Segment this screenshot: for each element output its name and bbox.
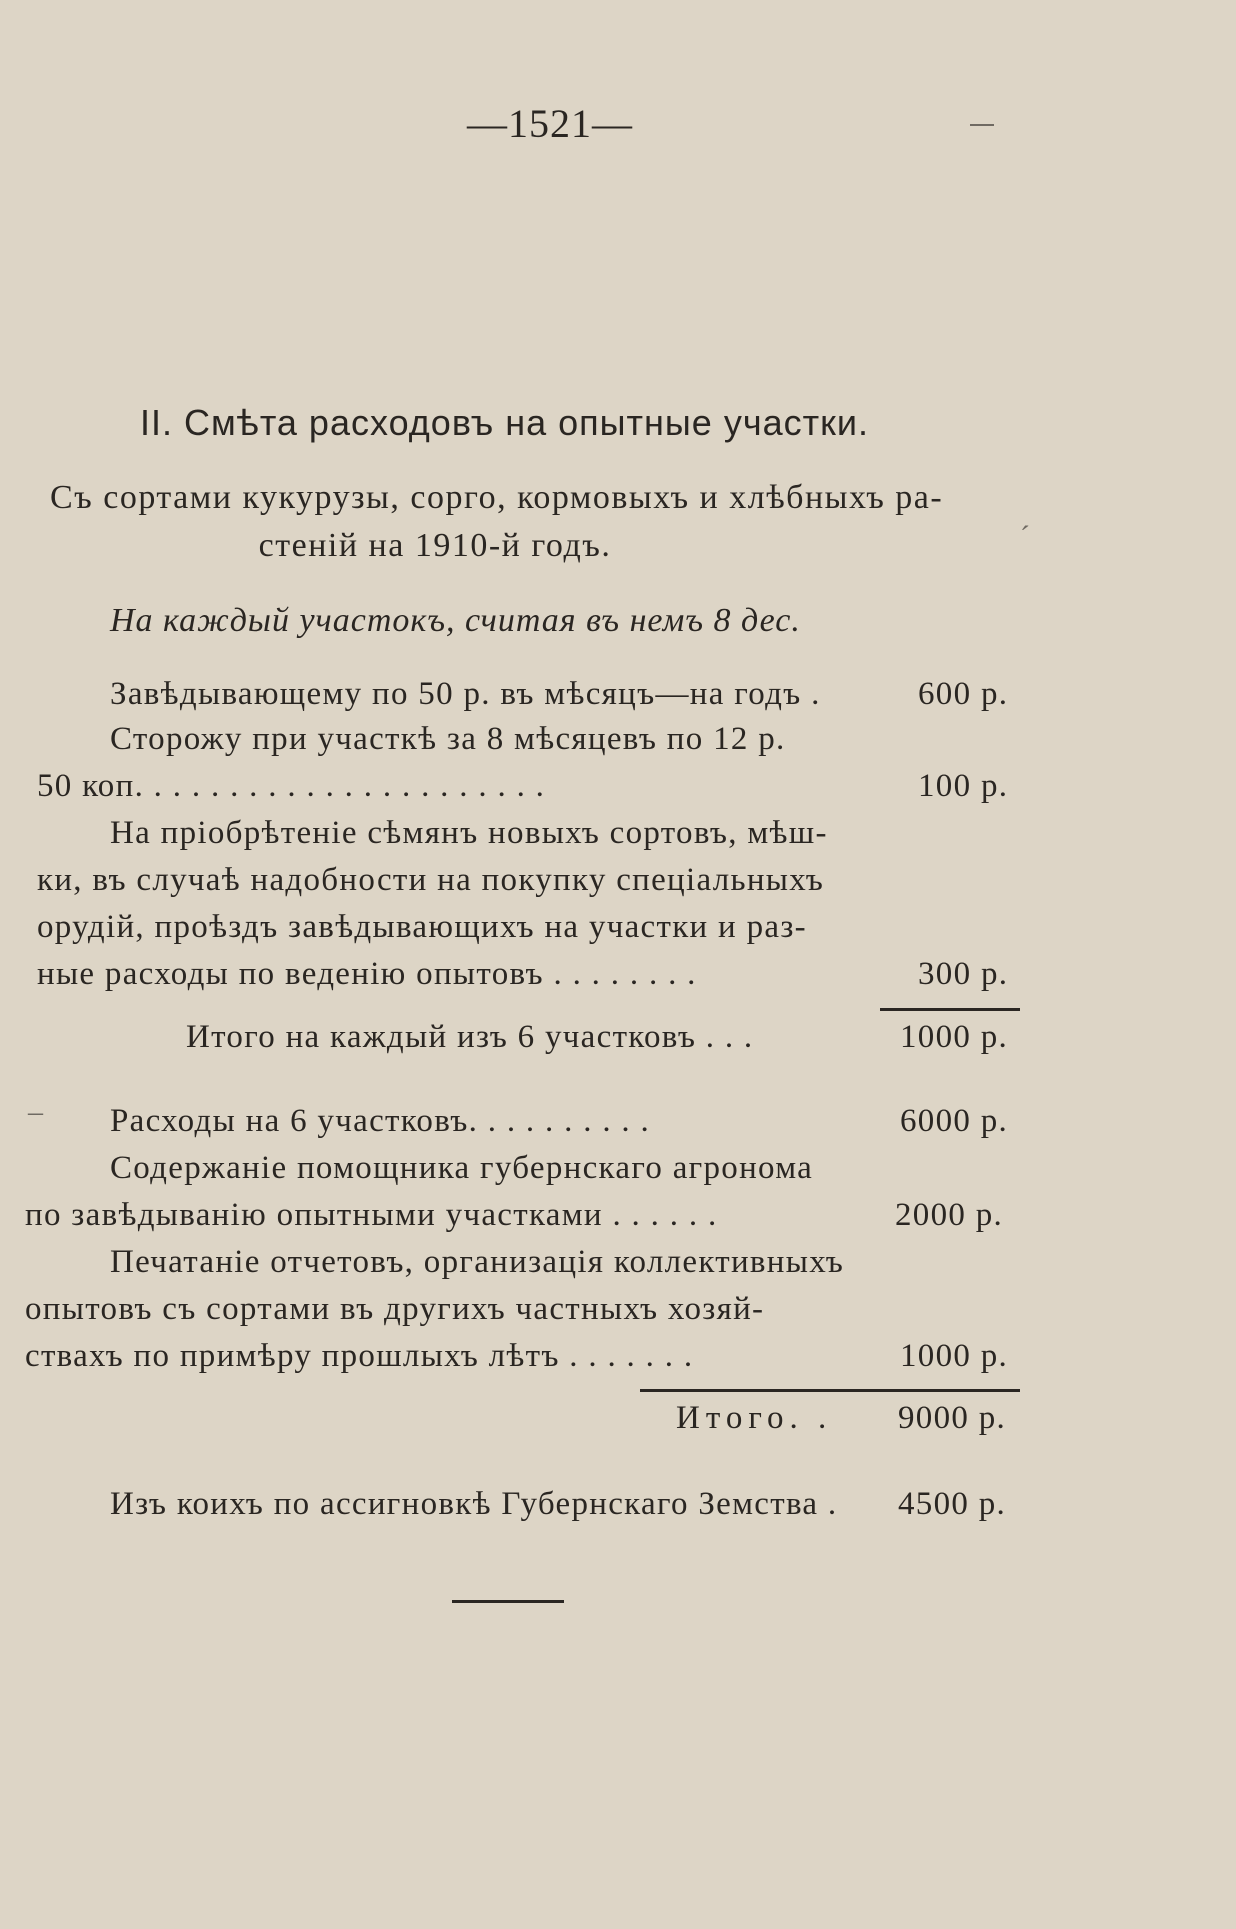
total-amount: 9000 р.: [898, 1400, 1007, 1436]
budget-row-total: [0, 1400, 1236, 1446]
margin-dash: [970, 124, 994, 126]
budget-row-assistant-line2: [0, 1197, 1236, 1243]
item-text: ствахъ по примѣру прошлыхъ лѣтъ . . . . . . .: [25, 1338, 694, 1374]
item-text: Расходы на 6 участковъ. . . . . . . . . .: [110, 1103, 651, 1139]
item-amount: 2000 р.: [895, 1197, 1004, 1233]
sum-rule: [880, 1008, 1020, 1011]
budget-row-seeds-line4: [0, 956, 1236, 1002]
budget-row-manager: [0, 676, 1236, 722]
closing-rule: [452, 1600, 564, 1603]
budget-row-six-plots: [0, 1103, 1236, 1149]
item-amount: 6000 р.: [900, 1103, 1009, 1139]
page-number: —1521—: [467, 101, 633, 146]
item-text: На пріобрѣтеніе сѣмянъ новыхъ сортовъ, мѣш-: [110, 815, 828, 851]
item-amount: 600 р.: [918, 676, 1009, 712]
budget-row-printing-line3: [0, 1338, 1236, 1384]
item-text: опытовъ съ сортами въ другихъ частныхъ хозяй-: [25, 1291, 765, 1327]
section-title: II. Смѣта расходовъ на опытные участки.: [140, 402, 869, 443]
total-text: Итого. .: [676, 1400, 833, 1436]
budget-row-watchman-line2: [0, 768, 1236, 814]
budget-row-printing-line1: [0, 1244, 1236, 1290]
subtotal-text: Итого на каждый изъ 6 участковъ . . .: [186, 1019, 754, 1055]
budget-row-seeds-line1: [0, 815, 1236, 861]
budget-row-watchman-line1: [0, 721, 1236, 767]
item-text: Сторожу при участкѣ за 8 мѣсяцевъ по 12 р.: [110, 721, 786, 757]
intro-line-2: стеній на 1910-й годъ.: [258, 527, 612, 564]
item-text: Изъ коихъ по ассигновкѣ Губернскаго Земства .: [110, 1486, 838, 1522]
budget-row-subtotal: [0, 1019, 1236, 1065]
subtotal-amount: 1000 р.: [900, 1019, 1009, 1055]
budget-row-seeds-line2: [0, 862, 1236, 908]
item-text: Содержаніе помощника губернскаго агронома: [110, 1150, 814, 1186]
item-text: орудій, проѣздъ завѣдывающихъ на участки и раз-: [37, 909, 807, 945]
item-text: по завѣдыванію опытными участками . . . . . .: [25, 1197, 718, 1233]
intro-line-1: Съ сортами кукурузы, сорго, кормовыхъ и хлѣбныхъ ра-: [50, 479, 944, 516]
item-text: 50 коп. . . . . . . . . . . . . . . . . . . . . .: [37, 768, 546, 804]
budget-row-seeds-line3: [0, 909, 1236, 955]
basis-line: На каждый участокъ, считая въ немъ 8 дес.: [110, 602, 801, 639]
budget-row-assistant-line1: [0, 1150, 1236, 1196]
item-text: Завѣдывающему по 50 р. въ мѣсяцъ—на годъ .: [110, 676, 821, 712]
budget-row-zemstvo: [0, 1486, 1236, 1532]
item-text: Печатаніе отчетовъ, организація коллективныхъ: [110, 1244, 845, 1280]
item-amount: 300 р.: [918, 956, 1009, 992]
item-text: ки, въ случаѣ надобности на покупку спеціальныхъ: [37, 862, 825, 898]
margin-mark: ‒: [28, 1095, 43, 1128]
item-amount: 100 р.: [918, 768, 1009, 804]
total-rule: [640, 1389, 1020, 1392]
budget-row-printing-line2: [0, 1291, 1236, 1337]
item-text: ные расходы по веденію опытовъ . . . . . . . .: [37, 956, 697, 992]
item-amount: 4500 р.: [898, 1486, 1007, 1522]
item-amount: 1000 р.: [900, 1338, 1009, 1374]
pencil-tick-mark: ´: [1020, 520, 1030, 553]
